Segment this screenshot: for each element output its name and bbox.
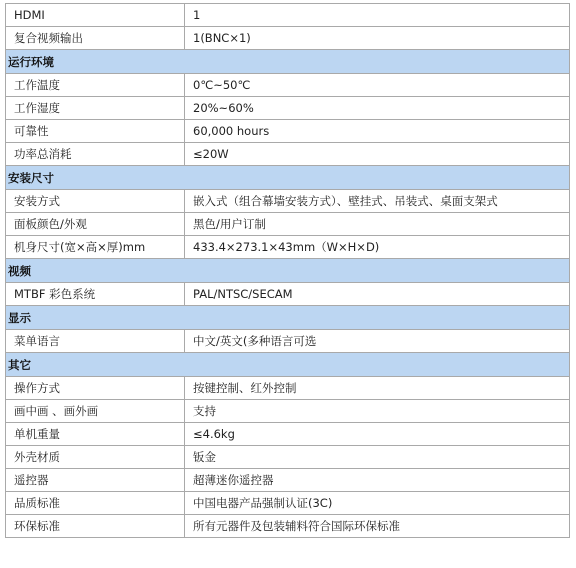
spec-label: 品质标准 xyxy=(6,492,185,515)
spec-label: 环保标准 xyxy=(6,515,185,538)
spec-label: 遥控器 xyxy=(6,469,185,492)
spec-value: 嵌入式（组合幕墙安装方式）、壁挂式、吊装式、桌面支架式 xyxy=(185,190,570,213)
section-header-row xyxy=(6,50,570,74)
section-header-row xyxy=(6,353,570,377)
spec-value: 20%~60% xyxy=(185,97,570,120)
spec-value: 钣金 xyxy=(185,446,570,469)
spec-label: 工作湿度 xyxy=(6,97,185,120)
spec-value: 433.4×273.1×43mm（W×H×D) xyxy=(185,236,570,259)
spec-row xyxy=(6,120,570,143)
spec-value: 超薄迷你遥控器 xyxy=(185,469,570,492)
spec-value: 支持 xyxy=(185,400,570,423)
spec-label: 安装方式 xyxy=(6,190,185,213)
spec-value: 所有元器件及包装辅料符合国际环保标准 xyxy=(185,515,570,538)
spec-row xyxy=(6,446,570,469)
spec-value: 1(BNC×1) xyxy=(185,27,570,50)
spec-row xyxy=(6,143,570,166)
spec-label: 外壳材质 xyxy=(6,446,185,469)
spec-value: 黑色/用户订制 xyxy=(185,213,570,236)
spec-value: 0℃~50℃ xyxy=(185,74,570,97)
spec-row xyxy=(6,213,570,236)
spec-value: ≤4.6kg xyxy=(185,423,570,446)
spec-row xyxy=(6,400,570,423)
spec-row xyxy=(6,4,570,27)
section-title: 运行环境 xyxy=(6,50,570,74)
spec-row xyxy=(6,74,570,97)
spec-table-body xyxy=(6,4,570,538)
section-title: 其它 xyxy=(6,353,570,377)
spec-label: MTBF 彩色系统 xyxy=(6,283,185,306)
section-title: 视频 xyxy=(6,259,570,283)
spec-label: 操作方式 xyxy=(6,377,185,400)
spec-value: 中文/英文(多种语言可选 xyxy=(185,330,570,353)
spec-row xyxy=(6,492,570,515)
spec-label: 菜单语言 xyxy=(6,330,185,353)
section-title: 显示 xyxy=(6,306,570,330)
section-header-row xyxy=(6,166,570,190)
spec-row xyxy=(6,469,570,492)
spec-label: 功率总消耗 xyxy=(6,143,185,166)
spec-label: 画中画 、画外画 xyxy=(6,400,185,423)
spec-row xyxy=(6,423,570,446)
spec-label: 单机重量 xyxy=(6,423,185,446)
spec-row xyxy=(6,190,570,213)
section-header-row xyxy=(6,259,570,283)
spec-label: 机身尺寸(宽×高×厚)mm xyxy=(6,236,185,259)
spec-label: HDMI xyxy=(6,4,185,27)
spec-label: 复合视频输出 xyxy=(6,27,185,50)
spec-value: 1 xyxy=(185,4,570,27)
spec-row xyxy=(6,236,570,259)
spec-row xyxy=(6,377,570,400)
spec-table xyxy=(5,3,570,538)
spec-value: 中国电器产品强制认证(3C) xyxy=(185,492,570,515)
spec-row xyxy=(6,97,570,120)
spec-value: PAL/NTSC/SECAM xyxy=(185,283,570,306)
spec-row xyxy=(6,515,570,538)
spec-value: ≤20W xyxy=(185,143,570,166)
spec-row xyxy=(6,283,570,306)
spec-label: 面板颜色/外观 xyxy=(6,213,185,236)
section-title: 安装尺寸 xyxy=(6,166,570,190)
spec-row xyxy=(6,330,570,353)
spec-value: 按键控制、红外控制 xyxy=(185,377,570,400)
spec-row xyxy=(6,27,570,50)
spec-value: 60,000 hours xyxy=(185,120,570,143)
spec-label: 可靠性 xyxy=(6,120,185,143)
section-header-row xyxy=(6,306,570,330)
spec-label: 工作温度 xyxy=(6,74,185,97)
